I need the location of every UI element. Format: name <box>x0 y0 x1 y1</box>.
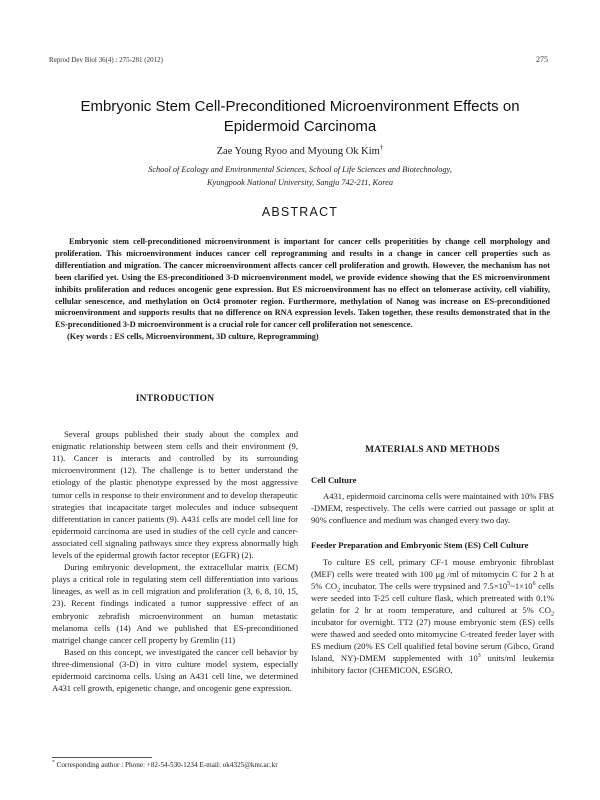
keywords: (Key words : ES cells, Microenvironment, 3D culture, Reprogramming) <box>67 332 319 342</box>
corresponding-mark: † <box>379 143 384 152</box>
cell-culture-text: A431, epidermoid carcinoma cells were maintained with 10% FBS -DMEM, respectively. The cells were carried out passage or split at 90% confluence and medium was changed every two day. <box>311 491 554 526</box>
paper-title <box>40 97 560 137</box>
feeder-text-e: incubator for overnight. TT2 (27) mouse embryonic stem (ES) cells were thawed and seeded onto mitomycine C-treated feeder layer with ES medium (20% ES Cell qualified fetal bovine serum (Gibco, Grand Island, NY)-DMEM supplemented with 10 <box>311 617 554 664</box>
affiliation-line-1: School of Ecology and Environmental Sciences, School of Life Sciences and Biotechnology, <box>148 165 452 174</box>
exponent-6: 6 <box>532 580 536 587</box>
page-number: 275 <box>536 55 548 64</box>
intro-paragraph-2: During embryonic development, the extracellular matrix (ECM) plays a critical role in regulating stem cell differentiation into various lineages, as well as in cell migration and proliferation (3, 6, 8, 10, 15, 23). Recent findings indicated a tumor suppressive effect of an embryonic zebrafish microenvironment on human metastatic melanoma cells (14) And we published that ES-preconditioned matrigel change cancer cell property by Gremlin (11) <box>52 562 298 645</box>
methods-heading: MATERIALS AND METHODS <box>365 445 500 455</box>
abstract-section <box>55 236 550 343</box>
affiliation <box>40 163 560 189</box>
right-column <box>311 444 554 677</box>
author-names: Zae Young Ryoo and Myoung Ok Kim <box>216 146 380 157</box>
left-column <box>52 389 298 694</box>
title-line-1: Embryonic Stem Cell-Preconditioned Microenvironment Effects on <box>80 98 520 115</box>
cell-culture-heading: Cell Culture <box>311 475 357 486</box>
footnote <box>52 761 278 769</box>
abstract-heading: ABSTRACT <box>261 205 339 219</box>
footnote-divider <box>52 757 152 758</box>
exponent-3: 3 <box>477 653 481 660</box>
footnote-text: Corresponding author : Phone: +82-54-530-1234 E-mail: ok4325@knu.ac.kr <box>54 761 278 769</box>
feeder-text <box>311 556 554 677</box>
affiliation-line-2: Kyungpook National University, Sangju 742-211, Korea <box>207 178 393 187</box>
journal-citation: Reprod Dev Biol 36(4) : 275-281 (2012) <box>49 56 163 64</box>
intro-paragraph-1: Several groups published their study about the complex and enigmatic relationship between stem cells and their environment (9, 11). Cancer is interacts and controlled by its surrounding microenvironment (12). The challenge is to better understand the etiology of the plastic phenotype expressed by the most aggressive tumor cells in response to their environment and to develop therapeutic strategies that incapacitate target molecules and induce subsequent differentiation in cancer patients (9). A431 cells are model cell line for epidermoid carcinoma are used in studies of the cell cycle and cancer-associated cell signaling pathways since they express abnormally high levels of the epidermal growth factor receptor (EGFR) (2). <box>52 429 298 561</box>
exponent-5: 5 <box>507 580 511 587</box>
author-list <box>40 143 560 157</box>
co2-subscript: 2 <box>337 587 341 594</box>
footnote-mark: * <box>52 759 55 766</box>
feeder-text-b: incubator. The cells were trypsined and 7.5×10 <box>340 580 508 591</box>
feeder-heading: Feeder Preparation and Embryonic Stem (ES) Cell Culture <box>311 540 529 551</box>
co2-subscript-2: 2 <box>551 611 554 618</box>
abstract-text: Embryonic stem cell-preconditioned microenvironment is important for cancer cells properitities by change cell morphology and proliferation. This microenvironment induces cancer cell reprogramming and results in a change in cancer cell properties such as differentiation and migration. The cancer microenvironment affects cancer cell proliferation and growth. However, the mechanism has not been clarified yet. Using the ES-preconditioned 3-D microenvironment model, we provide evidence showing that the ES microenvironment inhibits proliferation and reduces oncogenic gene expression. But ES microenvironment has no effect on telomerase activity, cell viability, cellular senescence, and methylation on Oct4 promoter region. Furthermore, methylation of Nanog was increase on ES-preconditioned microenvironment and supports results that no difference on RNA expression levels. Taken together, these results demonstrated that in the ES-preconditioned 3-D microenvironment is a crucial role for cancer cell proliferation not senescence. <box>55 237 550 330</box>
feeder-text-a: To culture ES cell, primary CF-1 mouse embryonic fibroblast (MEF) cells were treated with 100 μg /ml of mitomycin C for 2 h at 5% CO <box>311 556 554 591</box>
feeder-text-c: ~1×10 <box>510 580 533 591</box>
intro-paragraph-3: Based on this concept, we investigated the cancer cell behavior by three-dimensional (3-D) in vitro culture model system, especially epidermoid carcinoma cells. Using an A431 cell line, we determined A431 cell growth, epigenetic change, and oncogenic gene expression. <box>52 646 298 694</box>
title-line-2: Epidermoid Carcinoma <box>223 118 377 135</box>
introduction-heading: INTRODUCTION <box>135 394 215 404</box>
feeder-text-d: cells were seeded into T-25 cell culture flask, which pretreated with 0.1% gelatin for 2 hr at room temperature, and cultured at 5% CO <box>311 580 555 615</box>
feeder-text-f: units/ml leukemia inhibitory factor (CHEMICON, ESGRO, <box>311 653 554 676</box>
